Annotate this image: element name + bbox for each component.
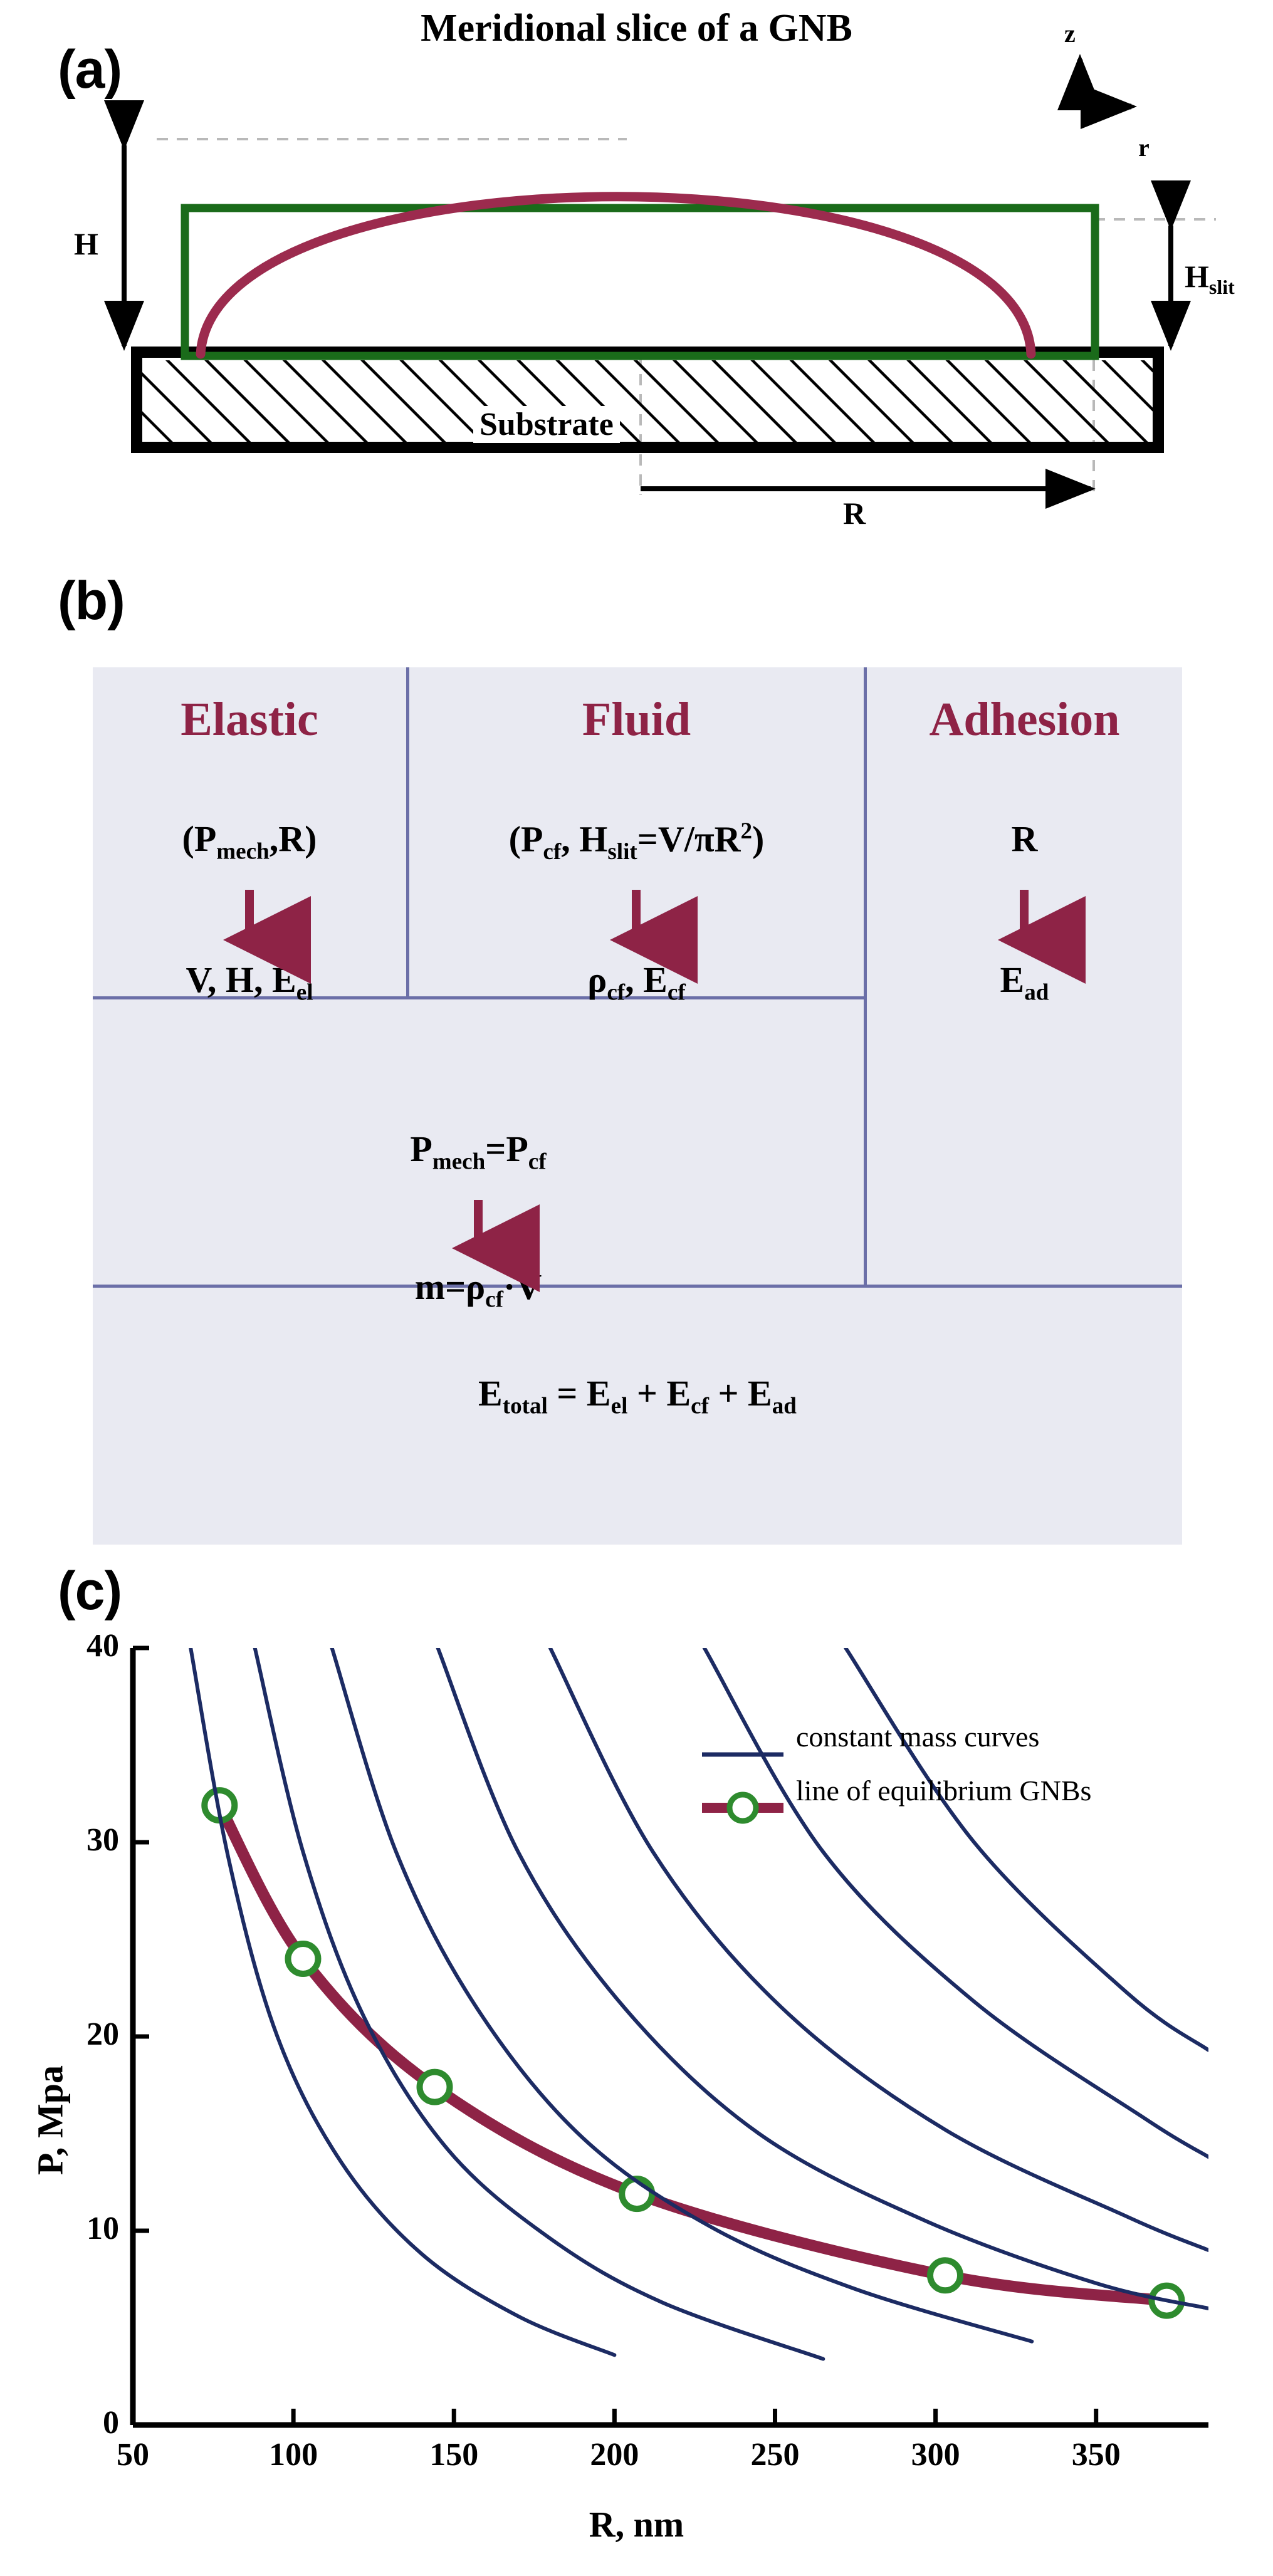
column-head-adhesion: Adhesion xyxy=(929,693,1120,746)
slit-height-label xyxy=(1185,258,1235,299)
slit-height-sub: slit xyxy=(1208,276,1235,298)
elastic-outputs: V, H, $E_{el}$ xyxy=(186,959,313,1006)
y-axis-label: P, Mpa xyxy=(29,2065,71,2176)
legend-swatches xyxy=(696,1736,1022,1880)
panel-c xyxy=(0,1548,1273,2576)
total-energy-equation: $E_{total} = E_{el} + E_{cf} + E_{ad}$ xyxy=(478,1373,797,1419)
x-tick-label: 50 xyxy=(117,2437,149,2473)
x-tick-label: 250 xyxy=(750,2437,800,2473)
radius-label: R xyxy=(843,496,866,531)
axis-label-z: z xyxy=(1064,19,1076,48)
x-tick-label: 150 xyxy=(429,2437,479,2473)
slit-height-main: H xyxy=(1185,259,1209,294)
height-label: H xyxy=(74,226,98,261)
x-tick-label: 350 xyxy=(1071,2437,1121,2473)
b-divider-v3 xyxy=(864,996,867,1285)
y-tick-label: 30 xyxy=(86,1822,119,1858)
panel-a-figure xyxy=(0,0,1273,564)
y-tick-label: 10 xyxy=(86,2211,119,2246)
fluid-inputs: ($P_{cf}$, $H_{slit}=V/\pi R^2$) xyxy=(508,818,765,865)
middle-result: $m=\rho_{cf}\cdot V$ xyxy=(414,1266,542,1313)
substrate-label: Substrate xyxy=(473,406,620,443)
x-tick-label: 200 xyxy=(590,2437,639,2473)
fluid-outputs: $\rho_{cf}$, $E_{cf}$ xyxy=(587,959,686,1006)
x-axis-label: R, nm xyxy=(589,2504,684,2545)
equilibrium-marker xyxy=(288,1944,318,1974)
equilibrium-marker xyxy=(420,2072,450,2102)
elastic-inputs: $(P_{mech},R)$ xyxy=(182,818,317,865)
x-tick-label: 300 xyxy=(911,2437,960,2473)
equilibrium-curve xyxy=(219,1805,1166,2301)
column-head-fluid: Fluid xyxy=(582,693,691,746)
panel-b-label: (b) xyxy=(58,571,125,631)
legend-item-0: constant mass curves xyxy=(796,1721,1040,1753)
y-tick-label: 40 xyxy=(86,1628,119,1664)
adhesion-outputs: $E_{ad}$ xyxy=(1000,959,1049,1006)
panel-a-title: Meridional slice of a GNB xyxy=(421,7,852,50)
panel-a xyxy=(0,0,1273,564)
middle-equation: $P_{mech}=P_{cf}$ xyxy=(410,1129,547,1175)
panel-b xyxy=(0,551,1273,1554)
equilibrium-marker xyxy=(930,2260,960,2290)
adhesion-inputs: R xyxy=(1011,818,1038,859)
panel-a-label: (a) xyxy=(58,39,122,100)
y-tick-label: 0 xyxy=(103,2405,119,2441)
legend-item-1: line of equilibrium GNBs xyxy=(796,1775,1092,1807)
x-tick-label: 100 xyxy=(269,2437,318,2473)
constant-mass-curve xyxy=(191,1648,614,2355)
panel-c-label: (c) xyxy=(58,1561,122,1621)
column-head-elastic: Elastic xyxy=(181,693,318,746)
panel-c-plot xyxy=(0,1548,1273,2576)
axis-label-r: r xyxy=(1138,133,1150,162)
y-tick-label: 20 xyxy=(86,2016,119,2052)
